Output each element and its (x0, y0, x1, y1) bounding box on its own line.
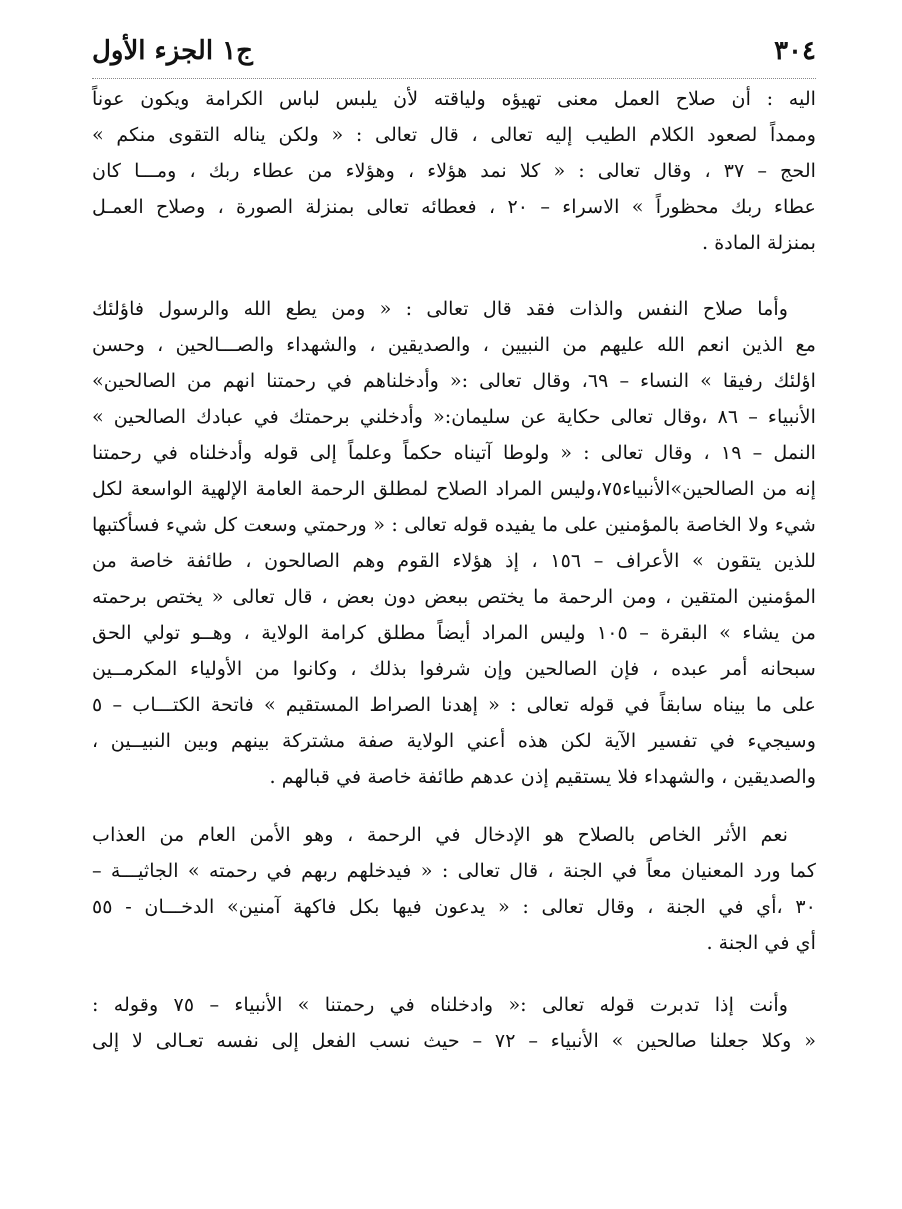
text-line: من يشاء » البقرة – ١٠٥ وليس المراد أيضاً مطلق كرامة الولاية ، وهــو تولي الحق (92, 621, 816, 644)
paragraph (92, 817, 816, 961)
text-line: الأنبياء – ٨٦ ،وقال تعالى حكاية عن سليمان:« وأدخلني برحمتك في عبادك الصالحين » (92, 405, 816, 428)
text-line: وسيجيء في تفسير الآية لكن هذه أعني الولاية صفة مشتركة بينهم وبين النبيــين ، (92, 729, 816, 752)
text-line: نعم الأثر الخاص بالصلاح هو الإدخال في الرحمة ، وهو الأمن العام من العذاب (92, 823, 788, 846)
text-line: كما ورد المعنيان معاً في الجنة ، قال تعالى : « فيدخلهم ربهم في رحمته » الجاثيـــة – (92, 859, 816, 882)
text-line: مع الذين انعم الله عليهم من النبيين ، والصديقين ، والشهداء والصـــالحين ، وحسن (92, 333, 816, 356)
text-line: شيء ولا الخاصة بالمؤمنين على ما يفيده قوله تعالى : « ورحمتي وسعت كل شيء فسأكتبها (92, 513, 816, 536)
running-title: ج١ الجزء الأول (92, 36, 253, 66)
text-line: والصديقين ، والشهداء فلا يستقيم إذن عدهم طائفة خاصة في قبالهم . (269, 765, 816, 788)
text-line: ٣٠ ،أي في الجنة ، وقال تعالى : « يدعون فيها بكل فاكهة آمنين» الدخـــان - ٥٥ (92, 895, 816, 918)
text-line: إنه من الصالحين»الأنبياء٧٥،وليس المراد الصلاح لمطلق الرحمة العامة الإلهية الواسعة لكل (92, 477, 817, 500)
text-line: وأنت إذا تدبرت قوله تعالى :« وادخلناه في رحمتنا » الأنبياء – ٧٥ وقوله : (92, 993, 788, 1016)
page-header (92, 28, 816, 79)
text-line: وأما صلاح النفس والذات فقد قال تعالى : « ومن يطع الله والرسول فاؤلئك (92, 297, 788, 320)
text-line: للذين يتقون » الأعراف – ١٥٦ ، إذ هؤلاء القوم وهم الصالحون ، طائفة خاصة من (92, 549, 816, 572)
paragraph (92, 987, 816, 1059)
text-line: النمل – ١٩ ، وقال تعالى : « ولوطا آتيناه حكماً وعلماً إلى قوله وأدخلناه في رحمتنا (92, 441, 816, 464)
text-line: وممداً لصعود الكلام الطيب إليه تعالى ، قال تعالى : « ولكن يناله التقوى منكم » (92, 123, 816, 146)
text-line: اؤلئك رفيقا » النساء – ٦٩، وقال تعالى :« وأدخلناهم في رحمتنا انهم من الصالحين» (92, 369, 817, 392)
paragraph (92, 81, 816, 261)
text-line: سبحانه أمر عبده ، فإن الصالحين وإن شرفوا بذلك ، وكانوا من الأولياء المكرمــين (92, 657, 816, 680)
text-line: بمنزلة المادة . (702, 231, 816, 254)
text-line: أي في الجنة . (706, 931, 816, 954)
paragraph (92, 291, 816, 795)
text-line: المؤمنين المتقين ، ومن الرحمة ما يختص ببعض دون بعض ، قال تعالى « يختص برحمته (92, 585, 816, 608)
text-line: الحج – ٣٧ ، وقال تعالى : « كلا نمد هؤلاء ، وهؤلاء من عطاء ربك ، ومـــا كان (92, 159, 816, 182)
text-line: اليه : أن صلاح العمل معنى تهيؤه ولياقته لأن يلبس لباس الكرامة ويكون عوناً (92, 87, 816, 110)
text-line: « وكلا جعلنا صالحين » الأنبياء – ٧٢ – حيث نسب الفعل إلى نفسه تعـالى لا إلى (92, 1029, 816, 1052)
text-line: على ما بيناه سابقاً في قوله تعالى : « إهدنا الصراط المستقيم » فاتحة الكتـــاب – ٥ (92, 693, 816, 716)
book-page (92, 28, 816, 1059)
page-number: ٣٠٤ (774, 36, 816, 66)
text-line: عطاء ربك محظوراً » الاسراء – ٢٠ ، فعطائه تعالى بمنزلة الصورة ، وصلاح العمـل (92, 195, 817, 218)
